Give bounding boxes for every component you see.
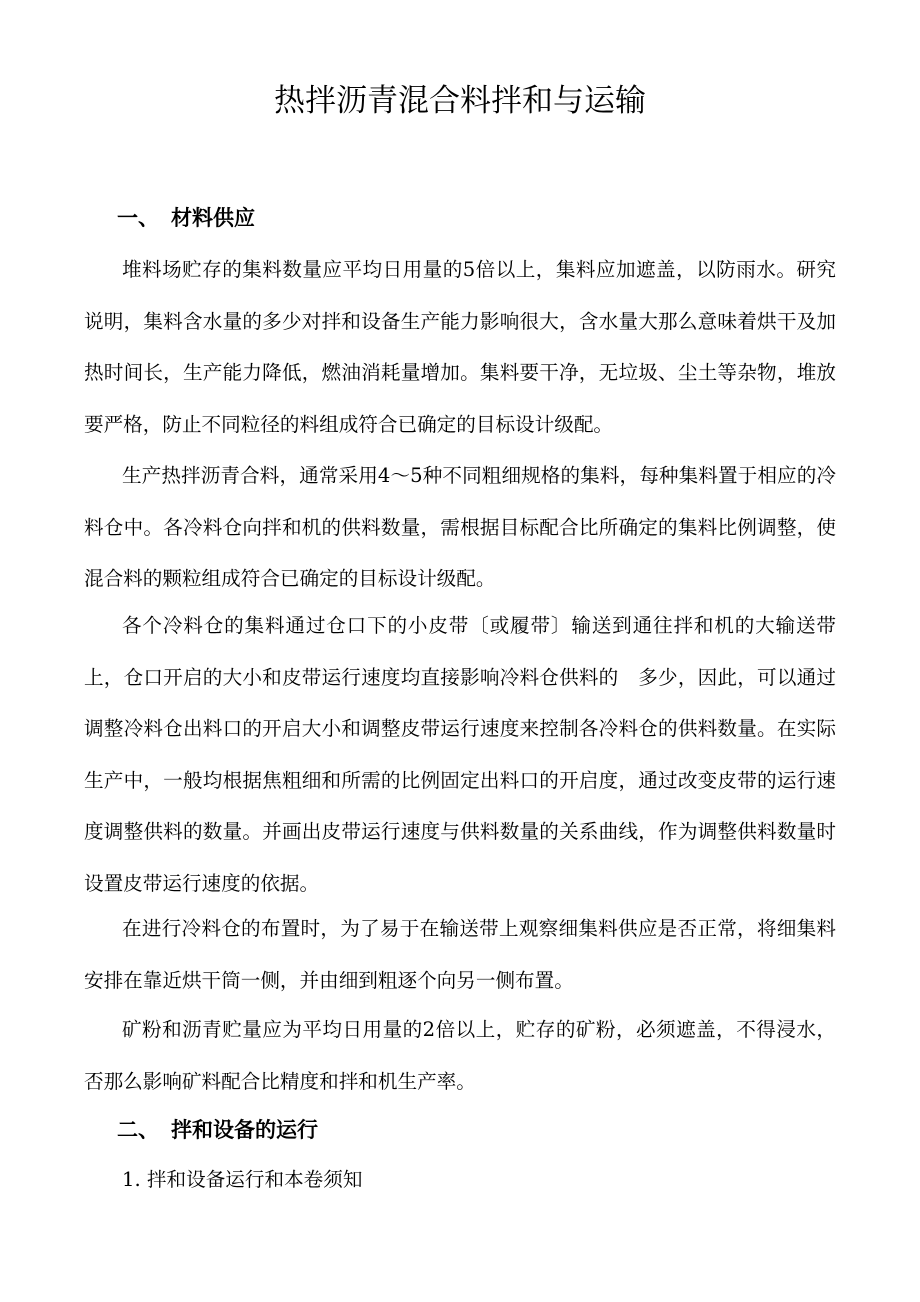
section-number: 二、: [117, 1118, 159, 1142]
subsection-item: 1. 拌和设备运行和本卷须知: [122, 1168, 363, 1191]
section-number: 一、: [117, 206, 159, 230]
paragraph: 各个冷料仓的集料通过仓口下的小皮带〔或履带〕输送到通往拌和机的大输送带上，仓口开启的大小和皮带运行速度均直接影响冷料仓供料的 多少，因此，可以通过调整冷料仓出料口的开启大小和调整皮带运行速度来控制各冷料仓的供料数量。在实际生产中，一般均根据焦粗细和所需的比例固定出料口的开启度，通过改变皮带的运行速度调整供料的数量。并画出皮带运行速度与供料数量的关系曲线，作为调整供料数量时设置皮带运行速度的依据。: [84, 614, 836, 895]
paragraph: 矿粉和沥青贮量应为平均日用量的2倍以上，贮存的矿粉，必须遮盖，不得浸水，否那么影响矿料配合比精度和拌和机生产率。: [84, 1018, 836, 1093]
paragraph: 堆料场贮存的集料数量应平均日用量的5倍以上，集料应加遮盖，以防雨水。研究说明，集料含水量的多少对拌和设备生产能力影响很大，含水量大那么意味着烘干及加热时间长，生产能力降低，燃油消耗量增加。集料要干净，无垃圾、尘土等杂物，堆放要严格，防止不同粒径的料组成符合已确定的目标设计级配。: [84, 258, 836, 436]
section-heading-2: [117, 1112, 318, 1148]
paragraph: 在进行冷料仓的布置时，为了易于在输送带上观察细集料供应是否正常，将细集料安排在靠近烘干筒一侧，并由细到粗逐个向另一侧布置。: [84, 917, 836, 992]
page-title: 热拌沥青混合料拌和与运输: [274, 83, 646, 119]
section-heading-1: [117, 200, 255, 236]
section-title: 拌和设备的运行: [171, 1118, 318, 1142]
section-title: 材料供应: [171, 206, 255, 230]
paragraph: 生产热拌沥青合料，通常采用4～5种不同粗细规格的集料，每种集料置于相应的冷料仓中。各冷料仓向拌和机的供料数量，需根据目标配合比所确定的集料比例调整，使混合料的颗粒组成符合已确定的目标设计级配。: [84, 464, 836, 591]
